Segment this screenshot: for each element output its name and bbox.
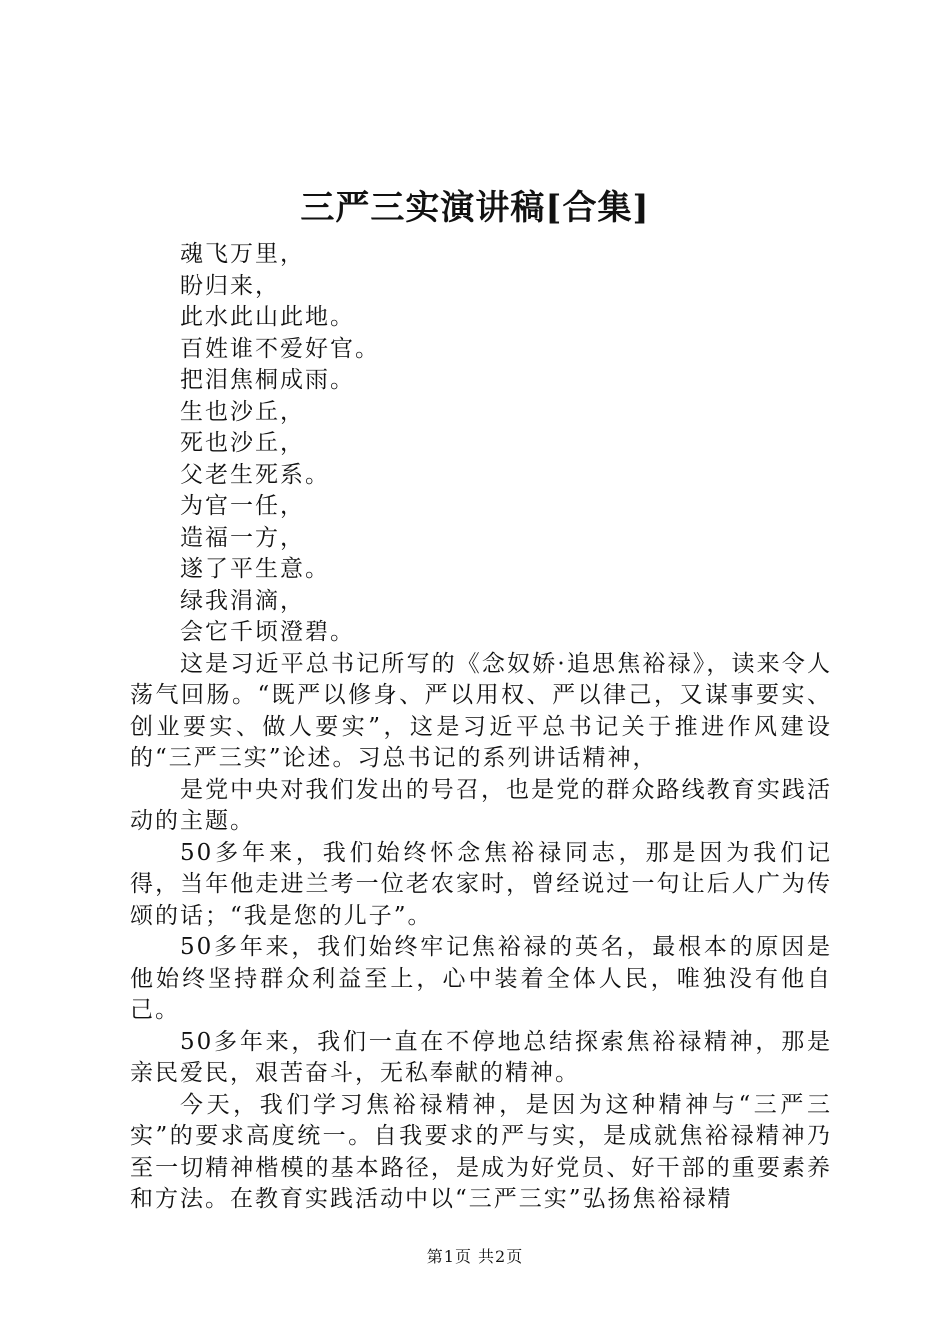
poem-line: 盼归来， <box>180 272 280 299</box>
poem-line: 百姓谁不爱好官。 <box>180 335 380 362</box>
poem-line: 造福一方， <box>180 524 305 551</box>
body-paragraph: 这是习近平总书记所写的《念奴娇·追思焦裕禄》，读来令人荡气回肠。“既严以修身、严以用权、严以律己，又谋事要实、创业要实、做人要实”，这是习近平总书记关于推进作风建设的“三严三实”论述。习总书记的系列讲话精神， <box>130 650 832 771</box>
body-paragraph: 是党中央对我们发出的号召，也是党的群众路线教育实践活动的主题。 <box>130 776 832 834</box>
poem-line: 父老生死系。 <box>180 461 330 488</box>
page-footer: 第1页 共2页 <box>426 1247 524 1266</box>
body-paragraph: 今天，我们学习焦裕禄精神，是因为这种精神与“三严三实”的要求高度统一。自我要求的严与实，是成就焦裕禄精神乃至一切精神楷模的基本路径，是成为好党员、好干部的重要素养和方法。在教育实践活动中以“三严三实”弘扬焦裕禄精 <box>130 1091 832 1212</box>
poem-line: 遂了平生意。 <box>180 556 330 582</box>
poem-line: 此水此山此地。 <box>180 304 355 330</box>
body-paragraph: 50多年来，我们始终牢记焦裕禄的英名，最根本的原因是他始终坚持群众利益至上，心中装着全体人民，唯独没有他自己。 <box>130 934 832 1023</box>
poem-line: 为官一任， <box>180 493 305 519</box>
poem-line: 绿我涓滴， <box>180 587 305 614</box>
poem-line: 魂飞万里， <box>180 241 305 267</box>
body-paragraph: 50多年来，我们始终怀念焦裕禄同志，那是因为我们记得，当年他走进兰考一位老农家时，曾经说过一句让后人广为传颂的话；“我是您的儿子”。 <box>130 839 832 929</box>
poem-line: 把泪焦桐成雨。 <box>180 367 355 393</box>
body-paragraph: 50多年来，我们一直在不停地总结探索焦裕禄精神，那是亲民爱民，艰苦奋斗，无私奉献的精神。 <box>130 1028 832 1086</box>
poem-line: 生也沙丘， <box>180 398 305 425</box>
document-body <box>130 239 832 1216</box>
document-title: 三严三实演讲稿[合集] <box>300 188 650 228</box>
poem-line: 会它千顷澄碧。 <box>180 619 355 645</box>
poem-line: 死也沙丘， <box>180 430 305 456</box>
